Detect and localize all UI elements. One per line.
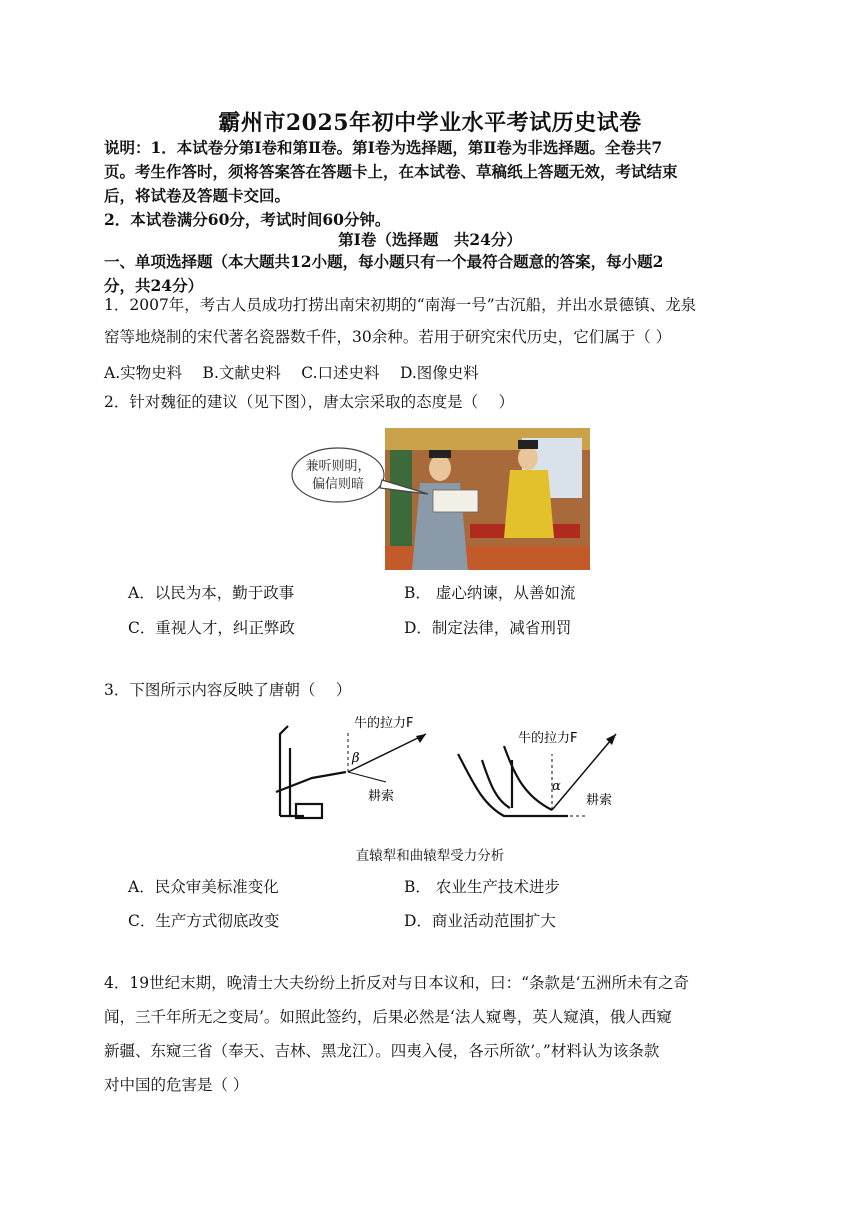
q4-stem-line-3: 新疆、东窥三省（奉天、吉林、黑龙江）。四夷入侵，各示所欲’。”材料认为该条款 <box>104 1042 660 1060</box>
rope-label-2: 耕索 <box>586 793 613 808</box>
q4-stem-line-4: 对中国的危害是（ ） <box>104 1076 249 1094</box>
q4-stem-line-1: 4．19世纪末期，晚清士大夫纷纷上折反对与日本议和，曰：“条款是‘五洲所未有之奇 <box>104 974 689 992</box>
part-heading: 第Ⅰ卷（选择题 共24分） <box>338 230 522 249</box>
rope-line-1 <box>348 772 386 782</box>
q2-option-b: B． 虚心纳谏，从善如流 <box>404 584 576 602</box>
force-label-2: 牛的拉力F <box>518 731 578 746</box>
force-arrow-1-head <box>416 734 426 743</box>
emperor-head <box>518 446 538 470</box>
emperor-crown <box>518 440 538 449</box>
q3-option-a: A．民众审美标准变化 <box>128 878 279 896</box>
bubble-text-line-1: 兼听则明， <box>305 459 371 474</box>
minister-hat <box>429 450 451 458</box>
q4-stem-line-2: 闻，三千年所无之变局’。如照此签约，后果必然是‘法人窥粤，英人窥滇，俄人西窥 <box>104 1008 672 1026</box>
q3-option-c: C．生产方式彻底改变 <box>128 912 280 930</box>
speech-bubble <box>292 448 384 502</box>
q3-option-d: D．商业活动范围扩大 <box>404 912 556 930</box>
q3-option-b: B． 农业生产技术进步 <box>404 878 560 896</box>
weizheng-illustration <box>290 428 590 570</box>
alpha-label: α <box>552 779 561 794</box>
bubble-text-line-2: 偏信则暗 <box>311 477 365 492</box>
minister-head <box>429 455 451 481</box>
force-arrow-1 <box>348 734 426 772</box>
q3-stem: 3．下图所示内容反映了唐朝（ ） <box>104 681 352 699</box>
instructions-line-3: 后，将试卷及答题卡交回。 <box>104 186 291 205</box>
q1-options: A.实物史料 B.文献史料 C.口述史料 D.图像史料 <box>104 364 479 382</box>
emperor-robe <box>504 470 554 538</box>
rope-label-1: 耕索 <box>368 789 395 804</box>
section-heading-line-2: 分，共24分） <box>104 276 204 295</box>
beta-label: β <box>352 751 360 766</box>
q2-stem: 2．针对魏征的建议（见下图），唐太宗采取的态度是（ ） <box>104 393 515 411</box>
q2-option-d: D．制定法律，减省刑罚 <box>404 619 572 637</box>
instructions-line-4: 2．本试卷满分60分，考试时间60分钟。 <box>104 210 391 229</box>
q2-option-c: C．重视人才，纠正弊政 <box>128 619 295 637</box>
section-heading-line-1: 一、单项选择题（本大题共12小题，每小题只有一个最符合题意的答案，每小题2 <box>104 252 664 271</box>
plough-force-diagram <box>268 712 638 830</box>
q1-stem-line-2: 窑等地烧制的宋代著名瓷器数千件，30余种。若用于研究宋代历史，它们属于（ ） <box>104 328 672 346</box>
memorial-scroll <box>433 490 478 512</box>
q1-stem-line-1: 1．2007年，考古人员成功打捞出南宋初期的“南海一号”古沉船，并出水景德镇、龙泉 <box>104 296 697 314</box>
instructions-line-2: 页。考生作答时，须将答案答在答题卡上，在本试卷、草稿纸上答题无效，考试结束 <box>104 162 678 181</box>
instructions-line-1: 说明：1．本试卷分第Ⅰ卷和第Ⅱ卷。第Ⅰ卷为选择题，第Ⅱ卷为非选择题。全卷共7 <box>104 138 663 157</box>
straight-plough <box>276 726 346 818</box>
page-title: 霸州市2025年初中学业水平考试历史试卷 <box>218 110 642 136</box>
q3-figure-caption: 直辕犁和曲辕犁受力分析 <box>355 848 505 864</box>
q2-option-a: A．以民为本，勤于政事 <box>128 584 295 602</box>
force-label-1: 牛的拉力F <box>354 716 414 731</box>
